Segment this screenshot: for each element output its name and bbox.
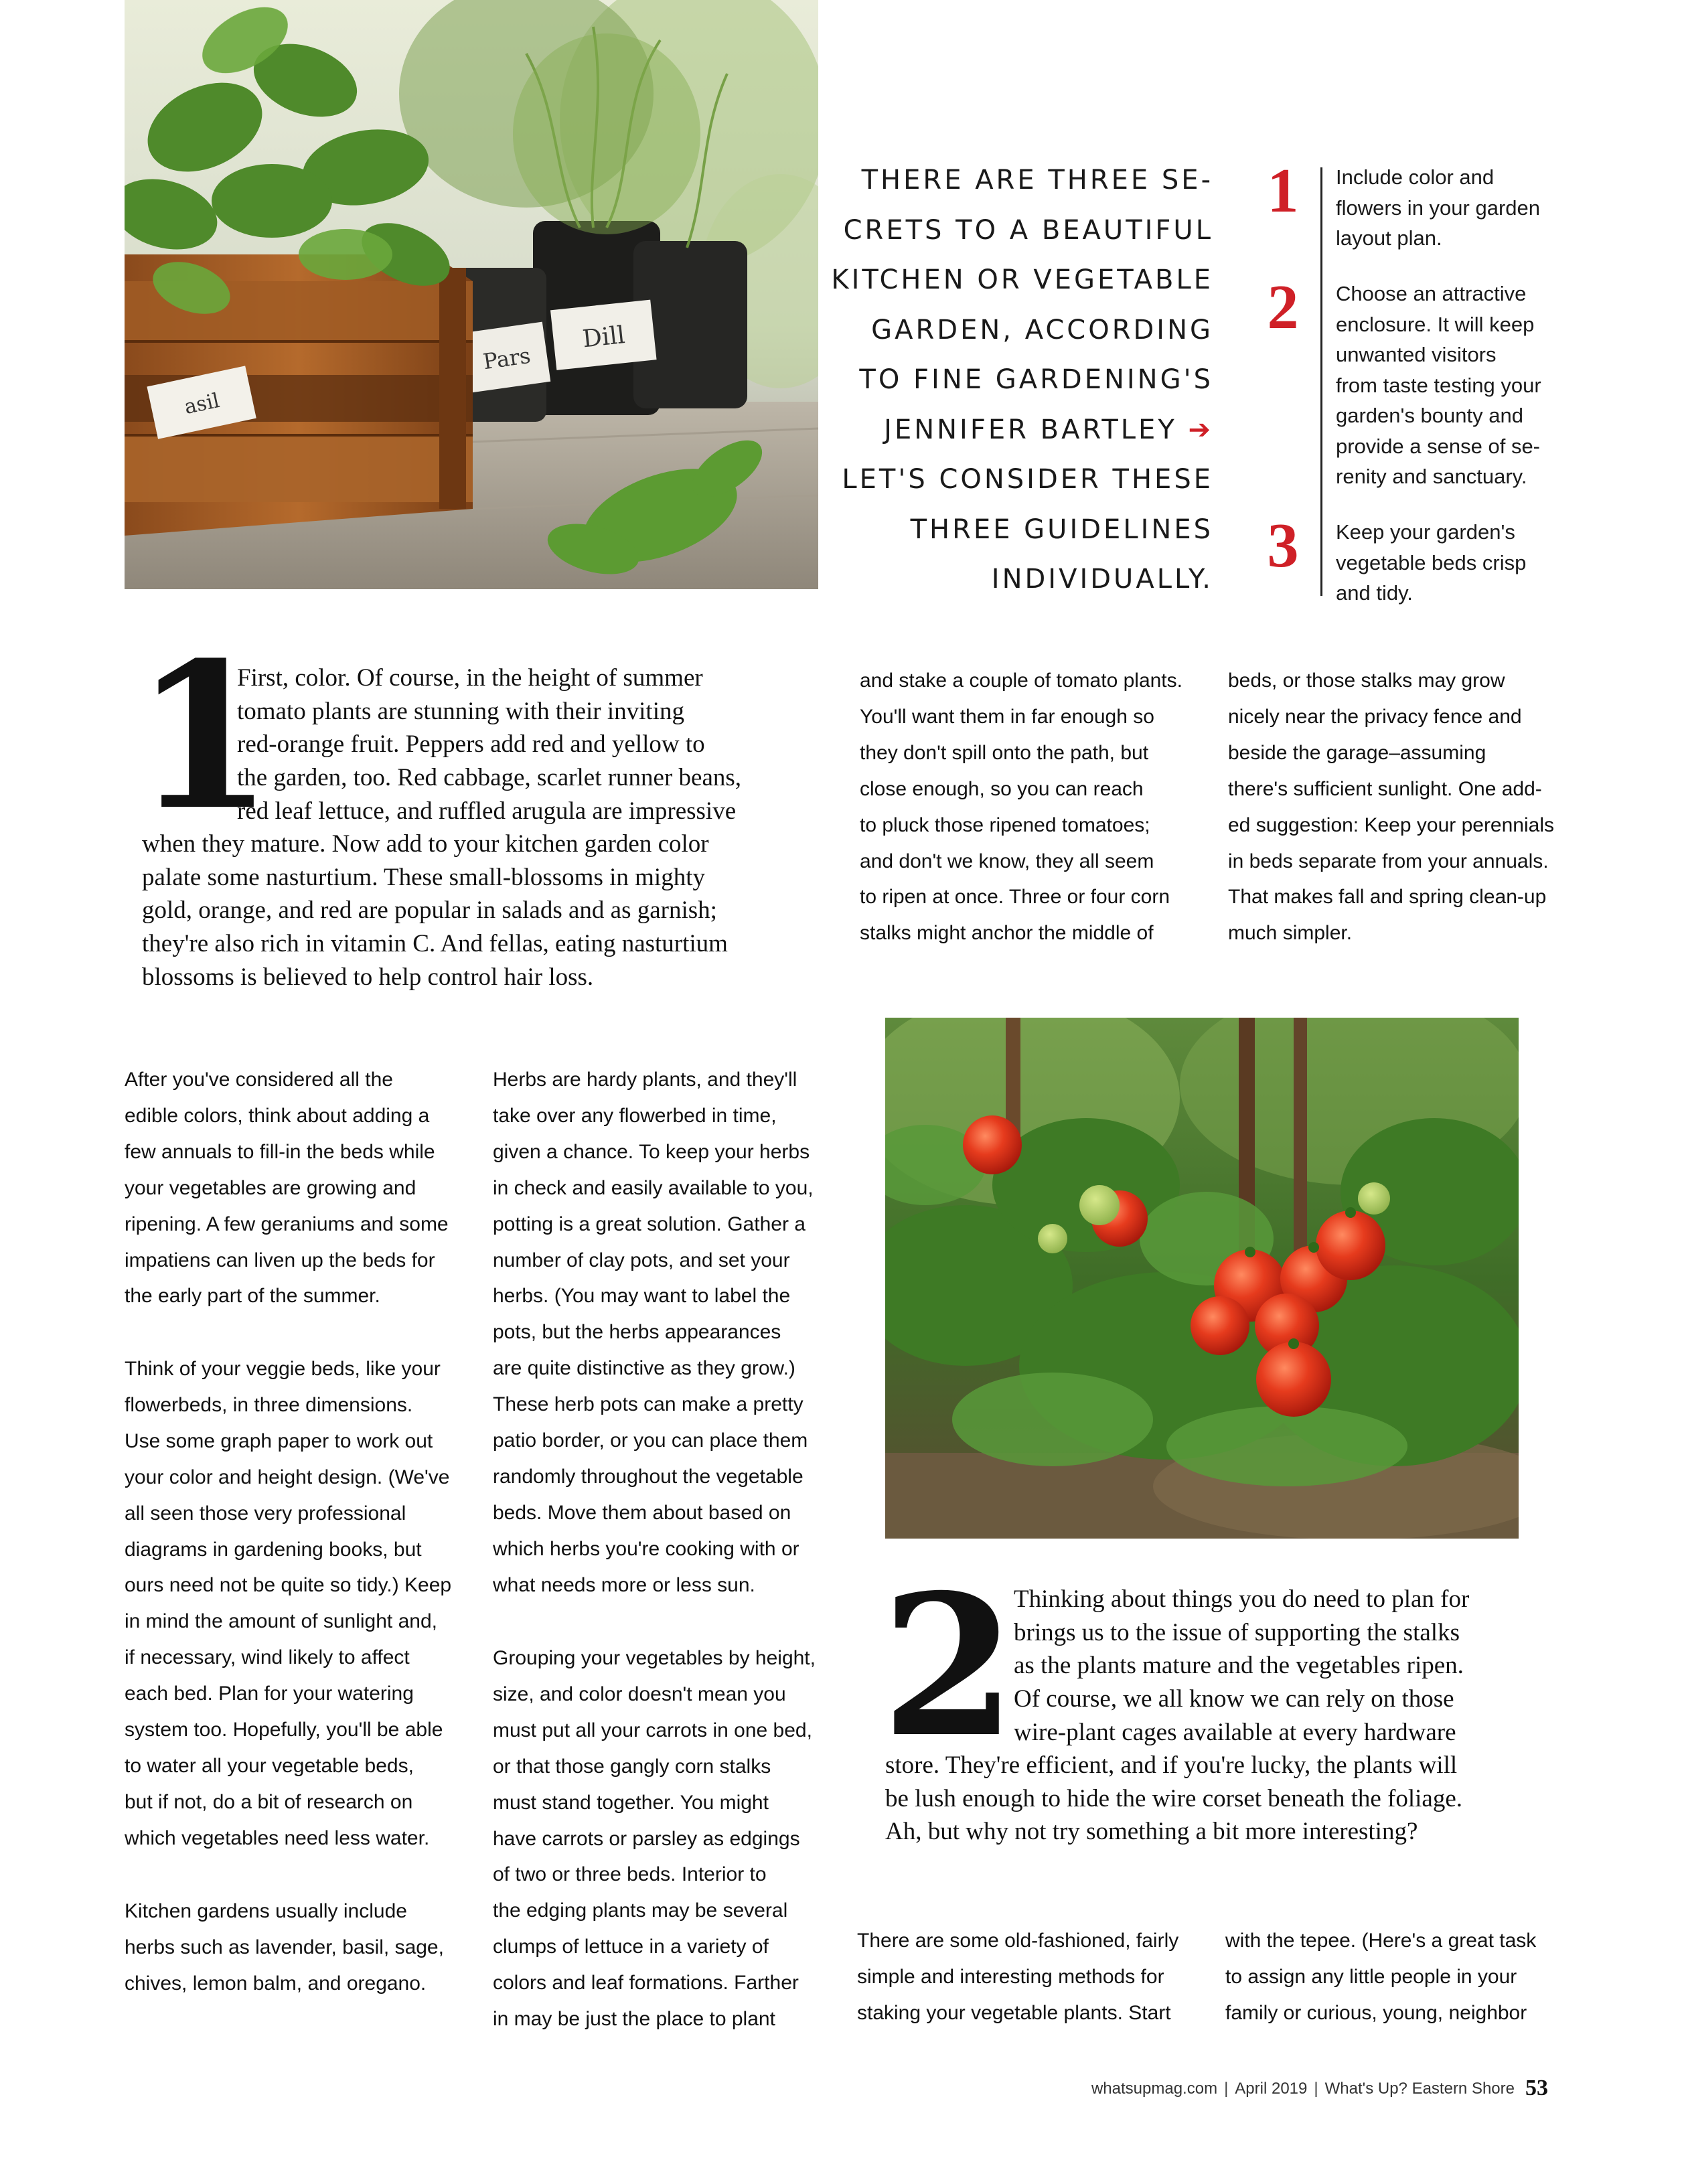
dropcap-1: 1	[134, 618, 274, 854]
arrow-right-icon: ➔	[1188, 414, 1213, 445]
body-col1-paragraph-3: Kitchen gardens usually include herbs such as lavender, basil, sage, chives, lemon balm, and oregano.	[125, 1900, 444, 1995]
section1-column-a: and stake a couple of tomato plants. You'll want them in far enough so they don't spill onto the path, but close enough, so you can reach to pluck those ripened tomatoes; and don't we know, they all seem to ripen at once. Three or four corn stalks might anchor the middle of	[860, 670, 1182, 945]
body-col1-paragraph-2: Think of your veggie beds, like your flowerbeds, in three dimensions. Use some graph paper to work out your color and height design. (We've all seen those very professional diagrams in gardening books, but ours need not be quite so tidy.) Keep in mind the amount of sunlight and, if necessary, wind likely to affect each bed. Plan for your watering system too. Hopefully, you'll be able to water all your vegetable beds, but if not, do a bit of research on which vegetables need less water.	[125, 1358, 452, 1849]
tip-number-1: 1	[1267, 156, 1299, 226]
basil-label: asil	[182, 388, 222, 420]
pull-quote-text: THERE ARE THREE SE- CRETS TO A BEAUTIFUL KITCHEN OR VEGETABLE GARDEN, ACCORDING TO FINE GARDENING'S JENNIFER BARTLEY	[831, 165, 1213, 445]
footer-issue: April 2019	[1235, 2080, 1308, 2098]
page-number: 53	[1525, 2076, 1548, 2100]
pull-quote-continuation: LET'S CONSIDER THESE THREE GUIDELINES INDIVIDUALLY.	[842, 464, 1213, 595]
herb-crate-photo	[125, 0, 818, 589]
section2-column-a: There are some old-fashioned, fairly simple and interesting methods for staking your vegetable plants. Start	[857, 1930, 1179, 2024]
parsley-label: Pars	[481, 342, 532, 375]
tomato-plants-photo	[885, 1018, 1519, 1539]
dropcap-2: 2	[881, 1553, 1016, 1780]
tip-text-1: Include color and flowers in your garden layout plan.	[1336, 165, 1540, 250]
tips-divider	[1320, 167, 1322, 596]
tip-text-3: Keep your garden's vegetable beds crisp and tidy.	[1336, 520, 1527, 605]
footer-separator: |	[1314, 2080, 1318, 2098]
dill-label: Dill	[581, 321, 627, 354]
tip-number-3: 3	[1267, 511, 1299, 580]
body-col1-paragraph-1: After you've considered all the edible colors, think about adding a few annuals to fill-in the beds while your vegetables are growing and ripening. A few geraniums and some impatiens can liven up the beds for the early part of the summer.	[125, 1069, 449, 1308]
section1-lead-indented: First, color. Of course, in the height of summer tomato plants are stunning with their inviting red-orange fruit. Peppers add red and yellow to the garden, too. Red cabbage, scarlet runner beans, red leaf lettuce, and ruffled arugula are impressive	[237, 664, 742, 825]
pull-quote	[830, 155, 1213, 605]
body-col2-paragraph-2: Grouping your vegetables by height, size, and color doesn't mean you must put all your carrots in one bed, or that those gangly corn stalks must stand together. You might have carrots or parsley as edgings of two or three beds. Interior to the edging plants may be several clumps of lettuce in a variety of colors and leaf formations. Farther in may be just the place to plant	[493, 1647, 816, 2031]
page-footer	[1091, 2074, 1548, 2100]
footer-site: whatsupmag.com	[1091, 2080, 1218, 2098]
body-col2-paragraph-1: Herbs are hardy plants, and they'll take over any flowerbed in time, given a chance. To keep your herbs in check and easily available to you, potting is a great solution. Gather a number of clay pots, and set your herbs. (You may want to label the pots, but the herbs appearances are quite distinctive as they grow.) These herb pots can make a pretty patio border, or you can place them randomly throughout the vegetable beds. Move them about based on which herbs you're cooking with or what needs more or less sun.	[493, 1069, 814, 1596]
section1-lead-full: when they mature. Now add to your kitchen garden color palate some nasturtium. These small-blossoms in mighty gold, orange, and red are popular in salads and as garnish; they're also rich in vitamin C. And fellas, eating nasturtium blossoms is believed to help control hair loss.	[142, 830, 728, 991]
section2-lead-indented: Thinking about things you do need to plan for brings us to the issue of supporting the stalks as the plants mature and the vegetables ripen. Of course, we all know we can rely on those wire-plant cages available at every hardware	[1014, 1585, 1470, 1746]
tip-number-2: 2	[1267, 272, 1299, 342]
section2-lead-full: store. They're efficient, and if you're lucky, the plants will be lush enough to hide the wire corset beneath the foliage. Ah, but why not try something a bit more interesting?	[885, 1751, 1463, 1846]
tip-text-2: Choose an attractive enclosure. It will keep unwanted visitors from taste testing your garden's bounty and provide a sense of se- renity and sanctuary.	[1336, 282, 1541, 488]
footer-separator: |	[1224, 2080, 1229, 2098]
section1-column-b: beds, or those stalks may grow nicely near the privacy fence and beside the garage–assuming there's sufficient sunlight. One add- ed suggestion: Keep your perennials in beds separate from your annuals. That makes fall and spring clean-up much simpler.	[1228, 670, 1555, 945]
section2-column-b: with the tepee. (Here's a great task to assign any little people in your family or curious, young, neighbor	[1225, 1930, 1537, 2024]
footer-publication: What's Up? Eastern Shore	[1324, 2080, 1515, 2098]
